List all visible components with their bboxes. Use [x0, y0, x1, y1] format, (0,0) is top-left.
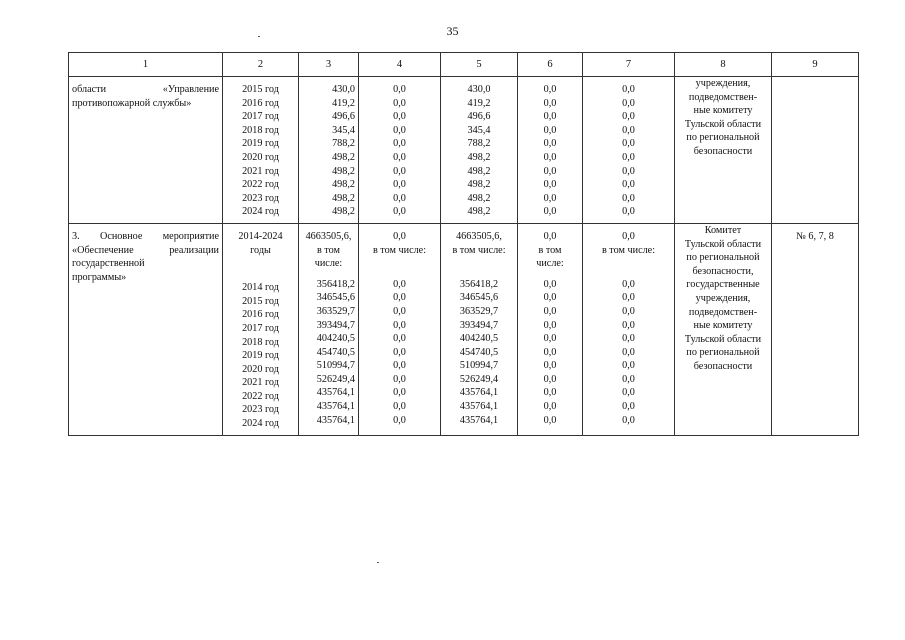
cell-line: 498,2 [467, 165, 491, 177]
header-col-3: 3 [299, 53, 359, 77]
name-line: программы» [72, 271, 127, 283]
cell-line: 0,0 [393, 97, 406, 109]
cell-line: 2020 год [242, 363, 279, 375]
name-text [69, 224, 222, 288]
spacer [302, 271, 355, 278]
col7-cell [583, 223, 675, 435]
cell-line: 0,0 [543, 111, 557, 123]
cell-line: 0,0 [622, 346, 635, 358]
cell-line: 393494,7 [459, 319, 499, 331]
cell-line: 0,0 [393, 179, 406, 191]
col3-cell [299, 77, 359, 224]
cell-line: 435764,1 [459, 401, 499, 413]
cell-line: в том числе: [372, 244, 427, 256]
executor-line: по региональной [686, 347, 760, 359]
cell-line: в том числе: [452, 244, 506, 256]
cell-line: 454740,5 [459, 346, 499, 358]
cell-line: 2015 год [242, 84, 279, 95]
cell-line: 0,0 [622, 360, 635, 372]
cell-line: 510994,7 [316, 360, 355, 372]
cell-line: 0,0 [622, 373, 635, 385]
cell-line: 435764,1 [459, 414, 499, 426]
cell-line: 788,2 [467, 138, 491, 150]
name-line: «Обеспечение реализации [72, 244, 219, 256]
cell-line: 510994,7 [459, 360, 499, 372]
cell-line: 2021 год [242, 165, 279, 177]
cell-line: 0,0 [393, 206, 406, 218]
table-row [69, 223, 859, 435]
cell-line: 2022 год [242, 179, 279, 191]
cell-line: 0,0 [393, 333, 406, 345]
cell-line: 0,0 [622, 179, 635, 191]
cell-line: 0,0 [622, 387, 635, 399]
cell-line: 2022 год [242, 390, 279, 402]
cell-line: 0,0 [543, 124, 557, 136]
cell-line: 2019 год [242, 350, 279, 362]
cell-line: 0,0 [543, 151, 557, 163]
cell-line: 356418,2 [459, 278, 499, 290]
indicators-text: № 6, 7, 8 [796, 230, 834, 242]
table-row [69, 77, 859, 224]
cell-line: 0,0 [622, 292, 635, 304]
col3-cell [299, 223, 359, 435]
col6-cell [518, 77, 583, 224]
cell-line: 0,0 [622, 401, 635, 413]
executor-line: Тульской области [684, 118, 762, 130]
cell-line: 0,0 [393, 373, 406, 385]
cell-line: 363529,7 [316, 305, 355, 317]
cell-line: в том [316, 244, 341, 256]
header-col-9: 9 [772, 53, 859, 77]
cell-line: 435764,1 [316, 387, 355, 399]
cell-line: 393494,7 [316, 319, 355, 331]
cell-line: 0,0 [543, 206, 557, 218]
name-cell [69, 77, 223, 224]
cell-line: 2023 год [242, 192, 279, 204]
cell-line: 496,6 [467, 111, 491, 123]
cell-line: 345,4 [332, 124, 355, 136]
header-col-8: 8 [675, 53, 772, 77]
page-number: 35 [446, 24, 459, 38]
period-cell [223, 223, 299, 435]
cell-line: 0,0 [622, 319, 635, 331]
indicators-cell [772, 223, 859, 435]
cell-line: 788,2 [332, 138, 355, 150]
header-row [69, 53, 859, 77]
col6-cell [518, 223, 583, 435]
cell-line: 346545,6 [316, 292, 355, 304]
total-block [362, 230, 437, 271]
cell-line: 2016 год [242, 97, 279, 109]
header-col-6: 6 [518, 53, 583, 77]
cell-line: 0,0 [543, 192, 557, 204]
executor-cell [675, 223, 772, 435]
spacer [444, 271, 514, 278]
executor-line: безопасности [693, 145, 753, 157]
cell-line: в том [538, 244, 562, 256]
name-cell [69, 223, 223, 435]
header-col-7: 7 [583, 53, 675, 77]
cell-line: 2017 год [242, 111, 279, 123]
cell-line: 0,0 [393, 319, 406, 331]
cell-line: 0,0 [543, 401, 557, 413]
executor-line: безопасности [693, 360, 753, 372]
cell-line: 0,0 [393, 360, 406, 372]
cell-line: 2014 год [242, 282, 279, 294]
executor-line: безопасности, [692, 265, 754, 277]
header-col-5: 5 [441, 53, 518, 77]
cell-line: 2016 год [242, 309, 279, 321]
cell-line: 419,2 [332, 97, 355, 109]
cell-line: 0,0 [543, 414, 557, 426]
executor-line: ные комитету [693, 320, 753, 332]
cell-line: 0,0 [393, 165, 406, 177]
cell-line: 498,2 [332, 179, 355, 191]
cell-line: 0,0 [622, 97, 635, 109]
spacer [586, 271, 671, 278]
col4-cell [359, 77, 441, 224]
header-col-1: 1 [69, 53, 223, 77]
spacer [521, 271, 579, 278]
cell-line: 0,0 [622, 192, 635, 204]
cell-line: 0,0 [393, 124, 406, 136]
name-line: области «Управление [72, 84, 219, 95]
cell-line: 363529,7 [459, 305, 499, 317]
cell-line: 498,2 [467, 192, 491, 204]
total-block [302, 230, 355, 271]
scan-speck [377, 562, 379, 563]
cell-line: 0,0 [543, 165, 557, 177]
col5-cell [441, 223, 518, 435]
cell-line: 498,2 [467, 206, 491, 218]
cell-line: 2019 год [242, 138, 279, 150]
cell-line: 419,2 [467, 97, 491, 109]
name-line: противопожарной службы» [72, 97, 192, 109]
cell-line: 498,2 [332, 192, 355, 204]
total-block [444, 230, 514, 271]
name-text [69, 77, 222, 114]
cell-line: 0,0 [622, 138, 635, 150]
cell-line: 0,0 [622, 333, 635, 345]
cell-line: годы [250, 244, 271, 256]
cell-line: 2023 год [242, 404, 279, 416]
executor-line: по региональной [686, 252, 760, 264]
cell-line: 0,0 [393, 111, 406, 123]
cell-line: 2015 год [242, 295, 279, 307]
cell-line: 0,0 [543, 387, 557, 399]
cell-line: 454740,5 [316, 346, 355, 358]
cell-line: 404240,5 [459, 333, 499, 345]
cell-line: 4663505,6, [456, 230, 502, 242]
cell-line: 526249,4 [459, 373, 499, 385]
spacer [226, 257, 295, 274]
cell-line: числе: [314, 258, 343, 270]
cell-line: 0,0 [393, 305, 406, 317]
total-block [586, 230, 671, 271]
cell-line: 0,0 [393, 414, 406, 426]
cell-line: 0,0 [393, 387, 406, 399]
cell-line: 0,0 [622, 111, 635, 123]
name-line: 3. Основное мероприятие [72, 230, 219, 242]
cell-line: 498,2 [332, 165, 355, 177]
cell-line: 0,0 [393, 346, 406, 358]
cell-line: числе: [536, 258, 564, 270]
cell-line: 2018 год [242, 124, 279, 136]
cell-line: 0,0 [393, 401, 406, 413]
cell-line: 0,0 [543, 179, 557, 191]
executor-line: государственные [686, 279, 760, 291]
cell-line: 2020 год [242, 151, 279, 163]
cell-line: 435764,1 [316, 401, 355, 413]
cell-line: 0,0 [543, 319, 557, 331]
cell-line: 0,0 [393, 151, 406, 163]
cell-line: 0,0 [622, 165, 635, 177]
cell-line: 0,0 [543, 346, 557, 358]
total-block [521, 230, 579, 271]
cell-line: 0,0 [393, 292, 406, 304]
cell-line: 498,2 [332, 151, 355, 163]
cell-line: 2024 год [242, 206, 279, 218]
executor-line: Тульской области [684, 238, 762, 250]
cell-line: 0,0 [543, 84, 557, 95]
cell-line: 498,2 [332, 206, 355, 218]
cell-line: 0,0 [622, 414, 635, 426]
executor-cell [675, 77, 772, 224]
executor-line: подведомствен- [688, 91, 758, 103]
spacer [226, 274, 295, 281]
cell-line: 0,0 [393, 84, 406, 95]
cell-line: 435764,1 [316, 414, 355, 426]
cell-line: 404240,5 [316, 333, 355, 345]
executor-line: по региональной [686, 132, 760, 144]
header-col-4: 4 [359, 53, 441, 77]
col7-cell [583, 77, 675, 224]
executor-line: учреждения, [695, 292, 751, 304]
cell-line: 0,0 [543, 97, 557, 109]
cell-line: 0,0 [543, 138, 557, 150]
cell-line: 2021 год [242, 377, 279, 389]
executor-line: Тульской области [684, 333, 762, 345]
cell-line: 0,0 [543, 305, 557, 317]
cell-line: 346545,6 [459, 292, 499, 304]
cell-line: 4663505,6, [305, 230, 352, 242]
cell-line: 0,0 [393, 230, 406, 242]
cell-line: 0,0 [393, 192, 406, 204]
cell-line: 430,0 [332, 84, 355, 95]
cell-line: 2014-2024 [238, 230, 283, 242]
cell-line: 0,0 [622, 84, 635, 95]
spacer [362, 271, 437, 278]
cell-line: 0,0 [622, 206, 635, 218]
cell-line: 498,2 [467, 151, 491, 163]
cell-line: 0,0 [622, 230, 635, 242]
cell-line: 430,0 [467, 84, 491, 95]
budget-table [68, 52, 859, 436]
scan-speck [258, 36, 260, 37]
cell-line: 0,0 [543, 373, 557, 385]
cell-line: 0,0 [393, 278, 406, 290]
cell-line: 435764,1 [459, 387, 499, 399]
col4-cell [359, 223, 441, 435]
cell-line: 496,6 [332, 111, 355, 123]
cell-line: 356418,2 [316, 278, 355, 290]
header-col-2: 2 [223, 53, 299, 77]
period-cell [223, 77, 299, 224]
cell-line: 0,0 [543, 230, 557, 242]
cell-line: 345,4 [467, 124, 491, 136]
cell-line: 526249,4 [316, 373, 355, 385]
cell-line: 498,2 [467, 179, 491, 191]
cell-line: 0,0 [622, 124, 635, 136]
cell-line: 2018 год [242, 336, 279, 348]
cell-line: 0,0 [393, 138, 406, 150]
executor-line: учреждения, [695, 78, 751, 89]
cell-line: 0,0 [543, 333, 557, 345]
cell-line: 0,0 [543, 278, 557, 290]
executor-line: Комитет [704, 224, 742, 236]
cell-line: 2017 год [242, 322, 279, 334]
cell-line: 0,0 [622, 305, 635, 317]
cell-line: 0,0 [543, 292, 557, 304]
cell-line: 0,0 [622, 278, 635, 290]
indicators-cell [772, 77, 859, 224]
name-line: государственной [72, 258, 145, 270]
executor-line: ные комитету [693, 105, 753, 117]
col5-cell [441, 77, 518, 224]
cell-line: в том числе: [601, 244, 656, 256]
cell-line: 0,0 [543, 360, 557, 372]
executor-line: подведомствен- [688, 306, 758, 318]
cell-line: 2024 год [242, 418, 279, 430]
cell-line: 0,0 [622, 151, 635, 163]
